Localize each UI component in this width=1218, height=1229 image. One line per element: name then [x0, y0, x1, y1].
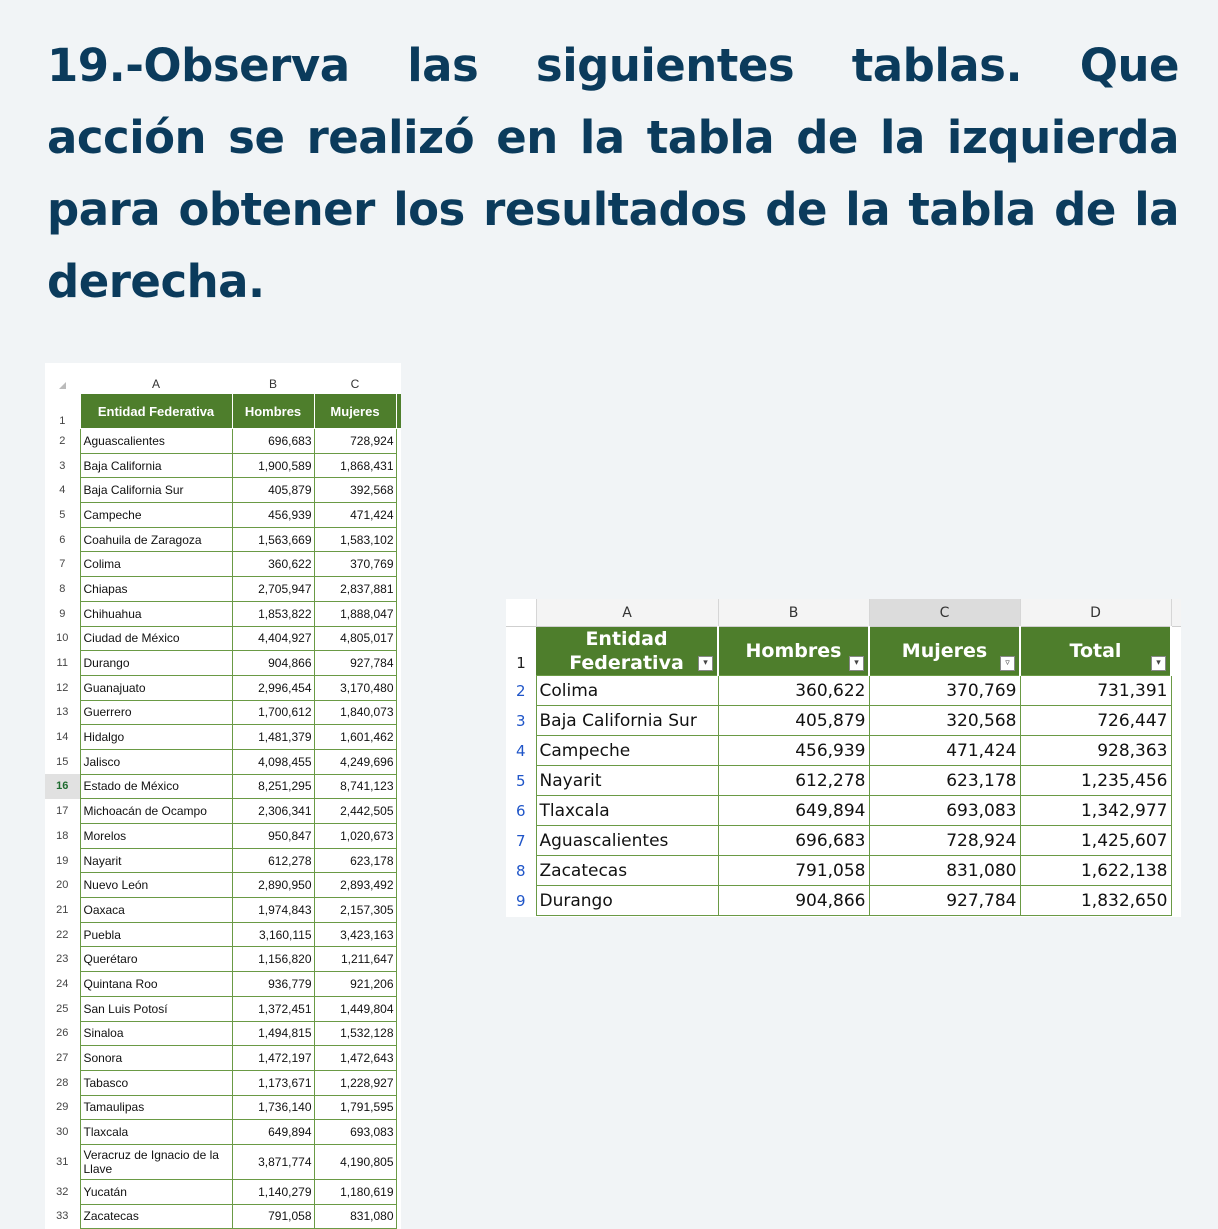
cell-entidad[interactable]: Chihuahua [80, 601, 232, 626]
row-number[interactable]: 12 [56, 681, 69, 694]
cell-mujeres[interactable]: 728,924 [314, 429, 396, 454]
column-header-a[interactable]: A [151, 377, 160, 391]
table-row [45, 478, 401, 503]
cell-entidad[interactable]: Querétaro [80, 947, 232, 972]
header-entidad: Entidad Federativa [80, 394, 232, 429]
cell-entidad[interactable]: Sinaloa [80, 1021, 232, 1046]
column-header-c[interactable]: C [869, 599, 1020, 627]
cell-mujeres[interactable]: 8,741,123 [314, 774, 396, 799]
cell-hombres[interactable]: 2,306,341 [232, 799, 314, 824]
cell-entidad[interactable]: Quintana Roo [80, 972, 232, 997]
table-row [45, 626, 401, 651]
cell-entidad[interactable]: Hidalgo [80, 725, 232, 750]
row-number[interactable]: 25 [56, 1002, 69, 1015]
table-row [45, 1179, 401, 1204]
row-number[interactable]: 3 [506, 706, 536, 736]
cell-entidad[interactable]: Colima [536, 676, 718, 706]
row-number: 1 [59, 414, 66, 427]
cell-entidad[interactable]: Coahuila de Zaragoza [80, 527, 232, 552]
filter-active-icon[interactable]: ▿ [1000, 656, 1015, 671]
table-row [506, 706, 1181, 736]
cell-mujeres[interactable]: 623,178 [869, 766, 1020, 796]
row-number[interactable]: 18 [56, 829, 69, 842]
cell-mujeres[interactable]: 392,568 [314, 478, 396, 503]
header-mujeres: Mujeres [314, 394, 396, 429]
table-row [45, 1204, 401, 1229]
cell-hombres[interactable]: 696,683 [232, 429, 314, 454]
cell-mujeres[interactable]: 1,211,647 [314, 947, 396, 972]
filter-dropdown-icon[interactable]: ▾ [698, 656, 713, 671]
row-number[interactable]: 7 [59, 558, 66, 571]
cell-entidad[interactable]: Zacatecas [80, 1204, 232, 1229]
table-row [45, 725, 401, 750]
row-number[interactable]: 2 [59, 434, 66, 447]
row-number[interactable]: 29 [56, 1101, 69, 1114]
cell-entidad[interactable]: Tlaxcala [536, 796, 718, 826]
cell-mujeres[interactable]: 831,080 [314, 1204, 396, 1229]
cell-hombres[interactable]: 1,700,612 [232, 700, 314, 725]
cell-mujeres[interactable]: 1,868,431 [314, 453, 396, 478]
cell-entidad[interactable]: Guerrero [80, 700, 232, 725]
row-number[interactable]: 5 [59, 508, 66, 521]
table-row [45, 429, 401, 454]
cell-hombres[interactable]: 2,705,947 [232, 577, 314, 602]
cell-hombres[interactable]: 3,871,774 [232, 1144, 314, 1179]
cell-entidad[interactable]: Aguascalientes [536, 826, 718, 856]
cell-hombres[interactable]: 791,058 [232, 1204, 314, 1229]
cell-hombres[interactable]: 360,622 [718, 676, 869, 706]
cell-hombres[interactable]: 1,736,140 [232, 1095, 314, 1120]
cell-hombres[interactable]: 1,472,197 [232, 1046, 314, 1071]
cell-entidad[interactable]: Durango [80, 651, 232, 676]
table-row [45, 972, 401, 997]
cell-hombres[interactable]: 936,779 [232, 972, 314, 997]
row-number[interactable]: 9 [506, 886, 536, 916]
table-row [45, 774, 401, 799]
cell-entidad[interactable]: Yucatán [80, 1179, 232, 1204]
cell-total[interactable]: 1,622,138 [1020, 856, 1171, 886]
cell-entidad[interactable]: Baja California Sur [536, 706, 718, 736]
cell-mujeres[interactable]: 623,178 [314, 848, 396, 873]
table-row [45, 1095, 401, 1120]
cell-entidad[interactable]: Baja California [80, 453, 232, 478]
table-row [506, 736, 1181, 766]
filter-dropdown-icon[interactable]: ▾ [849, 656, 864, 671]
cell-entidad[interactable]: Tlaxcala [80, 1120, 232, 1145]
header-hombres [718, 627, 869, 676]
row-number[interactable]: 4 [506, 736, 536, 766]
cell-total[interactable]: 1,342,977 [1020, 796, 1171, 826]
table-row [45, 675, 401, 700]
cell-mujeres[interactable]: 1,583,102 [314, 527, 396, 552]
cell-mujeres[interactable]: 1,840,073 [314, 700, 396, 725]
cell-hombres[interactable]: 1,900,589 [232, 453, 314, 478]
table-row [45, 1144, 401, 1179]
cell-entidad[interactable]: Chiapas [80, 577, 232, 602]
cell-entidad[interactable]: Ciudad de México [80, 626, 232, 651]
cell-mujeres[interactable]: 1,791,595 [314, 1095, 396, 1120]
cell-hombres[interactable]: 1,974,843 [232, 898, 314, 923]
row-number[interactable]: 2 [506, 676, 536, 706]
row-number: 1 [506, 627, 536, 676]
cell-entidad[interactable]: Campeche [536, 736, 718, 766]
cell-hombres[interactable]: 612,278 [718, 766, 869, 796]
column-header-b[interactable]: B [718, 599, 869, 627]
select-all-corner[interactable] [45, 363, 80, 394]
row-number[interactable]: 15 [56, 755, 69, 768]
row-number[interactable]: 30 [56, 1126, 69, 1139]
table-row [45, 749, 401, 774]
cell-mujeres[interactable]: 370,769 [869, 676, 1020, 706]
row-number[interactable]: 6 [59, 533, 66, 546]
table-row [506, 826, 1181, 856]
cell-hombres[interactable]: 1,494,815 [232, 1021, 314, 1046]
cell-hombres[interactable]: 904,866 [232, 651, 314, 676]
cell-entidad[interactable]: Guanajuato [80, 675, 232, 700]
header-entidad-label: Entidad Federativa [569, 628, 684, 674]
cell-mujeres[interactable]: 4,190,805 [314, 1144, 396, 1179]
cell-mujeres[interactable]: 4,805,017 [314, 626, 396, 651]
table-row [45, 996, 401, 1021]
table-row [45, 873, 401, 898]
table-row [45, 503, 401, 528]
table-row [506, 766, 1181, 796]
row-number[interactable]: 13 [56, 706, 69, 719]
cell-entidad[interactable]: Michoacán de Ocampo [80, 799, 232, 824]
table-row [45, 947, 401, 972]
cell-total[interactable]: 1,235,456 [1020, 766, 1171, 796]
cell-total[interactable]: 1,425,607 [1020, 826, 1171, 856]
table-row [45, 651, 401, 676]
cell-entidad[interactable]: Jalisco [80, 749, 232, 774]
cell-mujeres[interactable]: 1,472,643 [314, 1046, 396, 1071]
row-number[interactable]: 16 [45, 774, 80, 799]
cell-mujeres[interactable]: 3,170,480 [314, 675, 396, 700]
table-row [45, 1021, 401, 1046]
cell-hombres[interactable]: 2,890,950 [232, 873, 314, 898]
cell-hombres[interactable]: 1,481,379 [232, 725, 314, 750]
table-row [45, 1120, 401, 1145]
row-number[interactable]: 22 [56, 928, 69, 941]
cell-entidad[interactable]: Baja California Sur [80, 478, 232, 503]
cell-hombres[interactable]: 405,879 [232, 478, 314, 503]
cell-entidad[interactable]: Puebla [80, 922, 232, 947]
cell-hombres[interactable]: 8,251,295 [232, 774, 314, 799]
cell-entidad[interactable]: Nuevo León [80, 873, 232, 898]
row-number[interactable]: 8 [59, 582, 66, 595]
table-row [45, 848, 401, 873]
cell-entidad[interactable]: Zacatecas [536, 856, 718, 886]
column-header-d[interactable]: D [1020, 599, 1171, 627]
cell-total[interactable]: 1,832,650 [1020, 886, 1171, 916]
cell-entidad[interactable]: Aguascalientes [80, 429, 232, 454]
row-number[interactable]: 4 [59, 484, 66, 497]
cell-mujeres[interactable]: 927,784 [869, 886, 1020, 916]
row-number[interactable]: 28 [56, 1076, 69, 1089]
table-row [45, 1046, 401, 1071]
row-number[interactable]: 11 [56, 657, 68, 670]
row-number[interactable]: 6 [506, 796, 536, 826]
cell-mujeres[interactable]: 693,083 [314, 1120, 396, 1145]
cell-mujeres[interactable]: 921,206 [314, 972, 396, 997]
cell-mujeres[interactable]: 2,893,492 [314, 873, 396, 898]
row-number[interactable]: 24 [56, 977, 69, 990]
cell-mujeres[interactable]: 471,424 [869, 736, 1020, 766]
cell-entidad[interactable]: Oaxaca [80, 898, 232, 923]
table-row [506, 856, 1181, 886]
cell-hombres[interactable]: 1,140,279 [232, 1179, 314, 1204]
cell-hombres[interactable]: 1,853,822 [232, 601, 314, 626]
cell-mujeres[interactable]: 2,157,305 [314, 898, 396, 923]
table-row [45, 1070, 401, 1095]
right-spreadsheet [506, 599, 1181, 917]
cell-hombres[interactable]: 904,866 [718, 886, 869, 916]
table-row [45, 799, 401, 824]
header-mujeres-label: Mujeres [901, 640, 988, 662]
cell-hombres[interactable]: 2,996,454 [232, 675, 314, 700]
cell-hombres[interactable]: 1,156,820 [232, 947, 314, 972]
row-number[interactable]: 7 [506, 826, 536, 856]
row-number[interactable]: 17 [56, 805, 69, 818]
cell-entidad[interactable]: Estado de México [80, 774, 232, 799]
header-total [1020, 627, 1171, 676]
cell-entidad[interactable]: Tamaulipas [80, 1095, 232, 1120]
cell-hombres[interactable]: 649,894 [232, 1120, 314, 1145]
row-number[interactable]: 27 [56, 1052, 69, 1065]
cell-mujeres[interactable]: 2,837,881 [314, 577, 396, 602]
row-number[interactable]: 14 [56, 731, 69, 744]
cell-hombres[interactable]: 456,939 [232, 503, 314, 528]
column-header-c[interactable]: C [350, 377, 360, 391]
table-row [45, 577, 401, 602]
cell-hombres[interactable]: 1,563,669 [232, 527, 314, 552]
cell-hombres[interactable]: 696,683 [718, 826, 869, 856]
cell-entidad[interactable]: Nayarit [536, 766, 718, 796]
header-mujeres [869, 627, 1020, 676]
row-number[interactable]: 3 [59, 459, 66, 472]
row-number[interactable]: 19 [56, 854, 69, 867]
row-number[interactable]: 33 [56, 1210, 69, 1223]
cell-hombres[interactable]: 4,404,927 [232, 626, 314, 651]
cell-entidad[interactable]: San Luis Potosí [80, 996, 232, 1021]
filter-dropdown-icon[interactable]: ▾ [1151, 656, 1166, 671]
cell-mujeres[interactable]: 927,784 [314, 651, 396, 676]
cell-mujeres[interactable]: 3,423,163 [314, 922, 396, 947]
cell-mujeres[interactable]: 320,568 [869, 706, 1020, 736]
header-hombres-label: Hombres [745, 640, 842, 662]
cell-entidad[interactable]: Colima [80, 552, 232, 577]
cell-hombres[interactable]: 950,847 [232, 824, 314, 849]
cell-mujeres[interactable]: 1,228,927 [314, 1070, 396, 1095]
row-number[interactable]: 23 [56, 953, 69, 966]
cell-hombres[interactable]: 360,622 [232, 552, 314, 577]
header-total-label: Total [1069, 640, 1122, 662]
row-number[interactable]: 26 [56, 1027, 69, 1040]
left-spreadsheet [45, 363, 401, 1229]
table-row [45, 453, 401, 478]
cell-mujeres[interactable]: 728,924 [869, 826, 1020, 856]
cell-mujeres[interactable]: 831,080 [869, 856, 1020, 886]
cell-mujeres[interactable]: 1,888,047 [314, 601, 396, 626]
cell-entidad[interactable]: Veracruz de Ignacio de la Llave [80, 1144, 232, 1179]
cell-mujeres[interactable]: 1,449,804 [314, 996, 396, 1021]
cell-entidad[interactable]: Durango [536, 886, 718, 916]
table-row [506, 796, 1181, 826]
table-row [45, 824, 401, 849]
cell-mujeres[interactable]: 1,020,673 [314, 824, 396, 849]
cell-mujeres[interactable]: 2,442,505 [314, 799, 396, 824]
table-row [45, 700, 401, 725]
cell-hombres[interactable]: 791,058 [718, 856, 869, 886]
cell-total[interactable]: 726,447 [1020, 706, 1171, 736]
cell-mujeres[interactable]: 693,083 [869, 796, 1020, 826]
cell-total[interactable]: 928,363 [1020, 736, 1171, 766]
cell-total[interactable]: 731,391 [1020, 676, 1171, 706]
table-row [506, 676, 1181, 706]
row-number[interactable]: 8 [506, 856, 536, 886]
row-number[interactable]: 20 [56, 879, 69, 892]
table-row [506, 886, 1181, 916]
cell-entidad[interactable]: Tabasco [80, 1070, 232, 1095]
cell-entidad[interactable]: Campeche [80, 503, 232, 528]
cell-hombres[interactable]: 649,894 [718, 796, 869, 826]
row-number[interactable]: 9 [59, 607, 66, 620]
cell-hombres[interactable]: 3,160,115 [232, 922, 314, 947]
row-number[interactable]: 32 [56, 1185, 69, 1198]
cell-hombres[interactable]: 405,879 [718, 706, 869, 736]
select-all-corner[interactable] [506, 599, 536, 627]
cell-entidad[interactable]: Nayarit [80, 848, 232, 873]
cell-mujeres[interactable]: 4,249,696 [314, 749, 396, 774]
table-row [45, 552, 401, 577]
cell-hombres[interactable]: 4,098,455 [232, 749, 314, 774]
header-hombres: Hombres [232, 394, 314, 429]
cell-mujeres[interactable]: 471,424 [314, 503, 396, 528]
table-row [45, 898, 401, 923]
header-entidad [536, 627, 718, 676]
row-number[interactable]: 21 [56, 903, 69, 916]
table-row [45, 922, 401, 947]
column-header-a[interactable]: A [536, 599, 718, 627]
question-text: 19.-Observa las siguientes tablas. Que acción se realizó en la tabla de la izquierda para obtener los resultados de la tabla de la derecha. [47, 39, 1179, 308]
row-number[interactable]: 10 [56, 632, 69, 645]
cell-entidad[interactable]: Morelos [80, 824, 232, 849]
cell-entidad[interactable]: Sonora [80, 1046, 232, 1071]
cell-mujeres[interactable]: 370,769 [314, 552, 396, 577]
row-number[interactable]: 31 [56, 1155, 69, 1168]
cell-mujeres[interactable]: 1,601,462 [314, 725, 396, 750]
cell-hombres[interactable]: 612,278 [232, 848, 314, 873]
table-row [45, 601, 401, 626]
table-row [45, 527, 401, 552]
cell-hombres[interactable]: 1,372,451 [232, 996, 314, 1021]
cell-hombres[interactable]: 1,173,671 [232, 1070, 314, 1095]
row-number[interactable]: 5 [506, 766, 536, 796]
cell-mujeres[interactable]: 1,532,128 [314, 1021, 396, 1046]
column-header-b[interactable]: B [268, 377, 277, 391]
cell-mujeres[interactable]: 1,180,619 [314, 1179, 396, 1204]
cell-hombres[interactable]: 456,939 [718, 736, 869, 766]
